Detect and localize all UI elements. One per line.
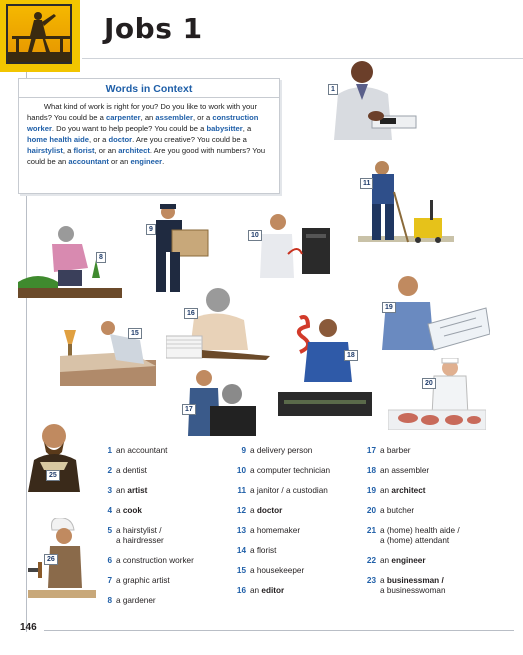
vocab-number: 15 [236, 566, 246, 575]
vocab-line [380, 506, 414, 516]
vocab-line [380, 486, 426, 496]
vocab-item [98, 556, 194, 566]
vocab-line [380, 536, 460, 546]
construction-worker-silhouette-icon [6, 4, 72, 64]
vocab-text: an [380, 556, 392, 565]
vocab-keyword: cook [122, 506, 142, 515]
vocab-item [232, 506, 330, 516]
illustration-janitor [358, 156, 456, 256]
vocab-line [250, 446, 312, 456]
vocab-number: 5 [107, 526, 112, 535]
vocab-term [250, 446, 312, 456]
chapter-logo [0, 0, 82, 72]
vocab-text: a homemaker [250, 526, 301, 535]
label-badge: 18 [344, 350, 358, 361]
highlighted-vocab-word: accountant [68, 157, 109, 166]
vocab-line [116, 466, 147, 476]
vocab-line [380, 556, 426, 566]
vocab-text: an assembler [380, 466, 430, 475]
vocab-item [232, 486, 330, 496]
illustration-computer-technician [244, 210, 336, 282]
vocab-keyword: doctor [256, 506, 283, 515]
vocab-line [380, 446, 411, 456]
vocab-number: 14 [236, 546, 246, 555]
words-in-context-paragraph [27, 101, 271, 167]
vocab-text: a construction worker [116, 556, 194, 565]
vocab-term [116, 556, 194, 566]
page-title: Jobs 1 [104, 12, 203, 45]
vocab-item [362, 576, 460, 596]
vocab-number: 8 [107, 596, 112, 605]
vocab-term [380, 506, 414, 516]
vocab-line [250, 526, 300, 536]
vocab-number: 1 [107, 446, 112, 455]
vocab-term [380, 576, 446, 596]
vocab-term [116, 596, 156, 606]
vocab-item [232, 586, 330, 596]
paragraph-text: , or an [94, 146, 119, 155]
vocab-term [250, 486, 328, 496]
paragraph-text: , or a [89, 135, 109, 144]
vocab-number: 10 [236, 466, 246, 475]
vocab-item [362, 556, 460, 566]
vocab-term [250, 586, 284, 596]
footer-rule [44, 630, 514, 631]
paragraph-text: . Are you good with numbers? You could be an [27, 146, 266, 166]
vocab-item [362, 526, 460, 546]
highlighted-vocab-word: doctor [108, 135, 133, 144]
vocab-text: a janitor / a custodian [250, 486, 328, 495]
vocab-item [232, 566, 330, 576]
vocab-line [250, 586, 284, 596]
vocab-term [250, 506, 282, 516]
vocab-item [232, 526, 330, 536]
vocab-number: 21 [366, 526, 376, 535]
vocab-text: an [250, 586, 262, 595]
page-number: 146 [20, 622, 37, 633]
vocab-text: a hairstylist / [116, 526, 162, 535]
vocab-line [250, 546, 276, 556]
label-badge: 9 [146, 224, 156, 235]
vocab-item [98, 506, 194, 516]
vocab-text: a housekeeper [250, 566, 305, 575]
vocab-number: 18 [366, 466, 376, 475]
vocab-term [116, 506, 142, 516]
illustration-architect [378, 272, 490, 352]
vocab-text: a florist [250, 546, 277, 555]
vocab-item [98, 486, 194, 496]
highlighted-vocab-word: home health aide [27, 135, 90, 144]
vocab-line [250, 466, 330, 476]
vocab-keyword: businessman / [386, 576, 444, 585]
vocab-line [116, 506, 142, 516]
vocab-number: 19 [366, 486, 376, 495]
vocab-line [116, 556, 194, 566]
label-badge: 17 [182, 404, 196, 415]
illustration-assembler [278, 312, 372, 418]
paragraph-text: . Do you want to help people? You could be a [51, 124, 207, 133]
highlighted-vocab-word: engineer [130, 157, 163, 166]
vocab-text: a butcher [380, 506, 415, 515]
vocab-text: a businesswoman [380, 586, 446, 595]
illustration-butcher [388, 358, 486, 430]
label-badge: 15 [128, 328, 142, 339]
vocab-keyword: editor [261, 586, 285, 595]
vocab-line [250, 506, 282, 516]
vocab-text: a computer technician [250, 466, 331, 475]
illustration-housekeeper [60, 316, 160, 388]
vocab-term [380, 486, 426, 496]
paragraph-text: or an [108, 157, 131, 166]
label-badge: 26 [44, 554, 58, 565]
vocab-item [232, 546, 330, 556]
vocab-text: a [380, 576, 387, 585]
vocab-text: a (home) attendant [380, 536, 450, 545]
vocab-line [380, 526, 460, 536]
vocab-line [250, 566, 304, 576]
vocab-item [98, 576, 194, 586]
vocab-column-2 [232, 446, 330, 606]
vocab-term [250, 566, 304, 576]
vocab-line [116, 596, 156, 606]
vocab-line [380, 466, 429, 476]
paragraph-text: , a [242, 124, 252, 133]
label-badge: 19 [382, 302, 396, 313]
highlighted-vocab-word: architect [118, 146, 150, 155]
vocab-number: 6 [107, 556, 112, 565]
header-divider [82, 58, 523, 59]
vocab-line [116, 526, 164, 536]
vocab-term [250, 526, 300, 536]
vocab-column-1 [98, 446, 194, 616]
vocab-item [98, 526, 194, 546]
vocab-column-3 [362, 446, 460, 606]
highlighted-vocab-word: hairstylist [27, 146, 63, 155]
highlighted-vocab-word: babysitter [206, 124, 243, 133]
vocab-term [116, 576, 170, 586]
vocab-line [380, 586, 446, 596]
vocab-item [232, 466, 330, 476]
vocab-term [250, 546, 276, 556]
words-in-context-heading: Words in Context [19, 83, 279, 98]
label-badge: 1 [328, 84, 338, 95]
vocab-term [116, 486, 147, 496]
vocab-term [380, 446, 411, 456]
vocab-line [116, 486, 147, 496]
vocab-text: a (home) health aide / [380, 526, 460, 535]
paragraph-text: . [162, 157, 165, 166]
illustration-accountant [318, 54, 422, 142]
vocab-number: 13 [236, 526, 246, 535]
vocab-number: 11 [237, 486, 246, 495]
vocab-line [116, 446, 167, 456]
vocab-item [362, 506, 460, 516]
label-badge: 11 [360, 178, 373, 189]
vocab-text: an [116, 486, 128, 495]
illustration-carpenter [28, 518, 96, 608]
vocab-line [116, 576, 170, 586]
vocab-number: 2 [107, 466, 112, 475]
vocab-term [116, 446, 167, 456]
vocab-text: a [116, 506, 123, 515]
vocab-text: a gardener [116, 596, 156, 605]
highlighted-vocab-word: assembler [155, 113, 193, 122]
vocab-number: 17 [366, 446, 376, 455]
vocab-item [362, 466, 460, 476]
label-badge: 8 [96, 252, 106, 263]
vocab-line [116, 536, 164, 546]
vocab-term [380, 526, 460, 546]
label-badge: 20 [422, 378, 436, 389]
vocab-text: a dentist [116, 466, 147, 475]
vocab-term [380, 556, 426, 566]
vocab-item [362, 446, 460, 456]
vocab-number: 9 [241, 446, 246, 455]
vocab-number: 4 [107, 506, 112, 515]
paragraph-text: . Are you creative? You could be a [132, 135, 247, 144]
paragraph-text: , an [140, 113, 156, 122]
vocab-item [362, 486, 460, 496]
vocab-term [116, 466, 147, 476]
vocab-text: a delivery person [250, 446, 313, 455]
vocab-text: an accountant [116, 446, 168, 455]
vocab-item [232, 446, 330, 456]
vocab-keyword: architect [391, 486, 426, 495]
illustration-barber [180, 368, 256, 436]
label-badge: 16 [184, 308, 198, 319]
vocab-text: a barber [380, 446, 411, 455]
vocab-keyword: engineer [391, 556, 426, 565]
highlighted-vocab-word: construction worker [27, 113, 259, 133]
vocab-text: a [250, 506, 257, 515]
vocab-number: 7 [107, 576, 112, 585]
vocab-line [380, 576, 446, 586]
vocab-number: 22 [366, 556, 376, 565]
vocab-text: a graphic artist [116, 576, 170, 585]
vocab-term [380, 466, 429, 476]
vocab-item [98, 596, 194, 606]
vocab-number: 20 [366, 506, 376, 515]
words-in-context-box [18, 78, 280, 194]
illustration-gardener [18, 220, 122, 302]
vocab-term [116, 526, 164, 546]
highlighted-vocab-word: carpenter [105, 113, 141, 122]
vocab-number: 12 [236, 506, 246, 515]
vocab-line [250, 486, 328, 496]
label-badge: 25 [46, 470, 60, 481]
illustration-editor [166, 278, 270, 362]
vocab-keyword: artist [127, 486, 148, 495]
vocab-number: 3 [107, 486, 112, 495]
vocab-text: an [380, 486, 392, 495]
vocab-number: 23 [366, 576, 376, 585]
vocab-term [250, 466, 330, 476]
vocab-item [98, 446, 194, 456]
vocab-text: a hairdresser [116, 536, 164, 545]
paragraph-text: , or a [192, 113, 213, 122]
illustration-actor [20, 420, 86, 492]
vocab-number: 16 [236, 586, 246, 595]
label-badge: 10 [248, 230, 262, 241]
vocab-item [98, 466, 194, 476]
highlighted-vocab-word: florist [73, 146, 95, 155]
paragraph-text: What kind of work is right for you? Do you like to work with your hands? You could be a [27, 102, 258, 122]
paragraph-text: , a [62, 146, 74, 155]
